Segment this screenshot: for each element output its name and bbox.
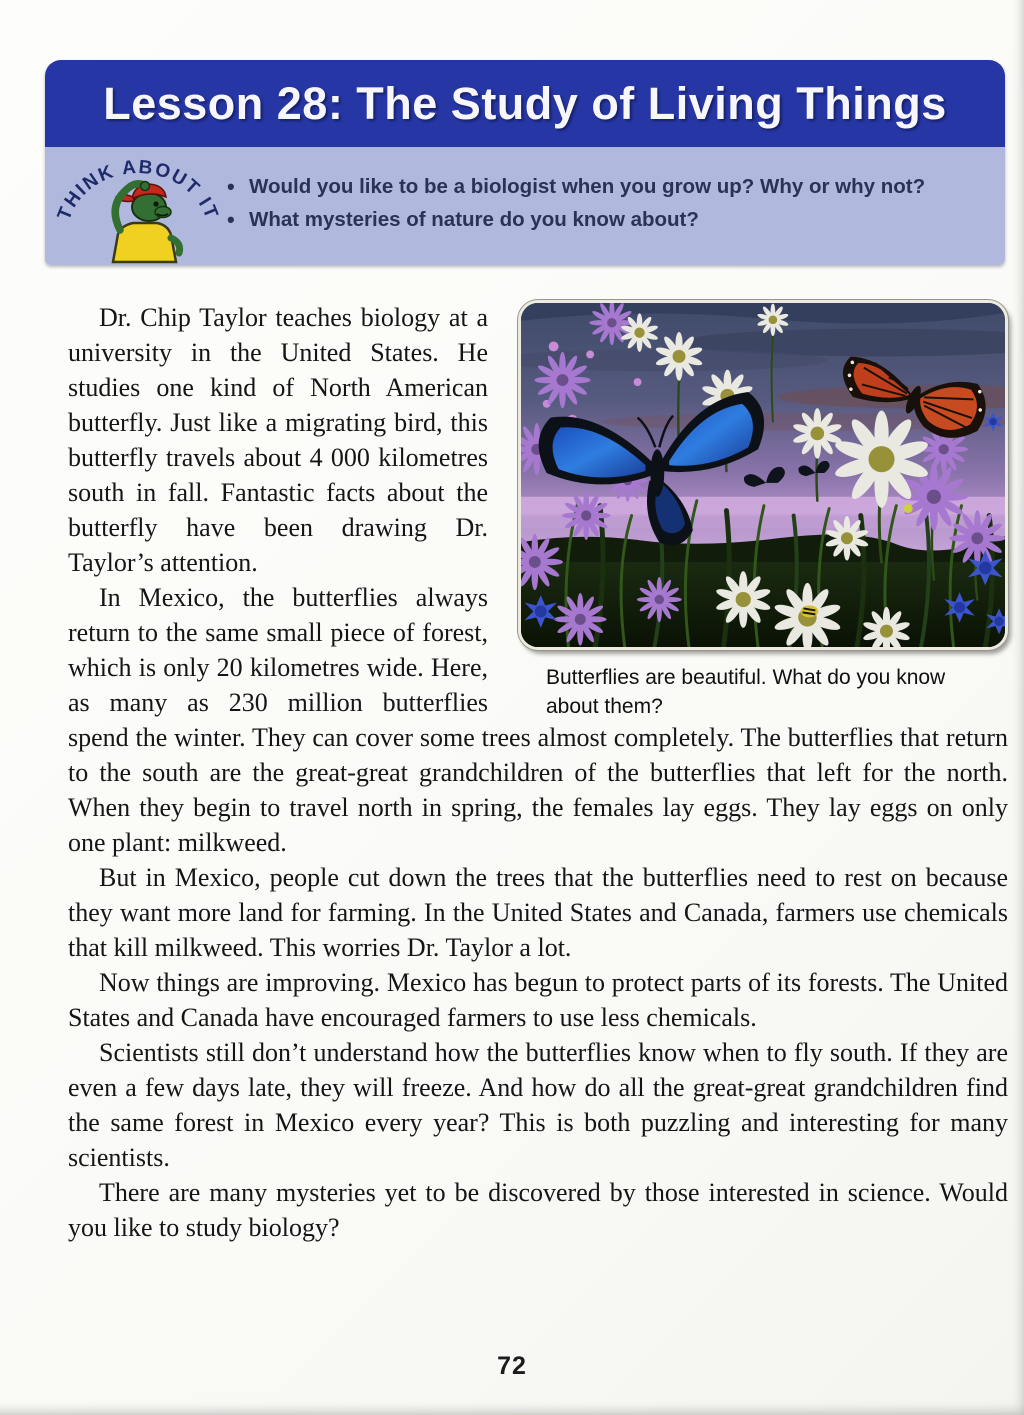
mascot-arc-label: THINK ABOUT IT [53, 156, 223, 224]
photo-frame [518, 300, 1008, 650]
question-row [227, 170, 925, 203]
question-text: Would you like to be a biologist when you grow up? Why or why not? [249, 175, 926, 198]
turtle-figure [113, 182, 180, 263]
lesson-banner [45, 60, 1005, 265]
paragraph: Dr. Chip Taylor teaches biology at a university in the United States. He studies one kind of North American butterfly. Just like a migrating bird, this butterfly travels about 4 000 kilometres south in fall. Fantastic facts about the butterfly have been drawing Dr. Taylor’s attention. [68, 303, 488, 577]
bullet-icon: • [227, 174, 235, 199]
butterflies-photo [521, 303, 1005, 647]
paragraph: But in Mexico, people cut down the trees that the butterflies need to rest on because they want more land for farming. In the United States and Canada, farmers use chemicals that kill milkweed. This worries Dr. Taylor a lot. [68, 863, 1008, 962]
paragraph: Now things are improving. Mexico has begun to protect parts of its forests. The United States and Canada have encouraged farmers to use less chemicals. [68, 968, 1008, 1032]
photo-block [488, 300, 1008, 718]
think-about-it-panel [45, 147, 1005, 265]
think-questions [227, 170, 925, 236]
paragraph: In Mexico, the butterflies always return to the same small piece of forest, which is only 20 kilometres wide. Here, as many as 230 million butterflies spend the winter. They can cover some trees almost completely. The butterflies that return to the south are the great-great grandchildren of the butterflies that left for the north. When they begin to travel north in spring, the females lay eggs. They lay eggs on only one plant: milkweed. [68, 583, 1008, 857]
page-title: Lesson 28: The Study of Living Things [103, 77, 947, 129]
turtle-mascot-icon [53, 148, 225, 264]
paragraph: Scientists still don’t understand how the butterflies know when to fly south. If they are even a few days late, they will freeze. And how do all the great-great grandchildren find the same forest in Mexico every year? This is both puzzling and interesting for many scientists. [68, 1038, 1008, 1172]
bullet-icon: • [227, 207, 235, 232]
lesson-article [68, 300, 1008, 1245]
photo-caption: Butterflies are beautiful. What do you know about them? [546, 666, 946, 718]
page-number: 72 [497, 1352, 527, 1380]
paragraph: There are many mysteries yet to be discovered by those interested in science. Would you like to study biology? [68, 1178, 1008, 1242]
question-text: What mysteries of nature do you know about? [249, 208, 699, 231]
lesson-title-bar [45, 60, 1005, 147]
question-row [227, 203, 925, 236]
